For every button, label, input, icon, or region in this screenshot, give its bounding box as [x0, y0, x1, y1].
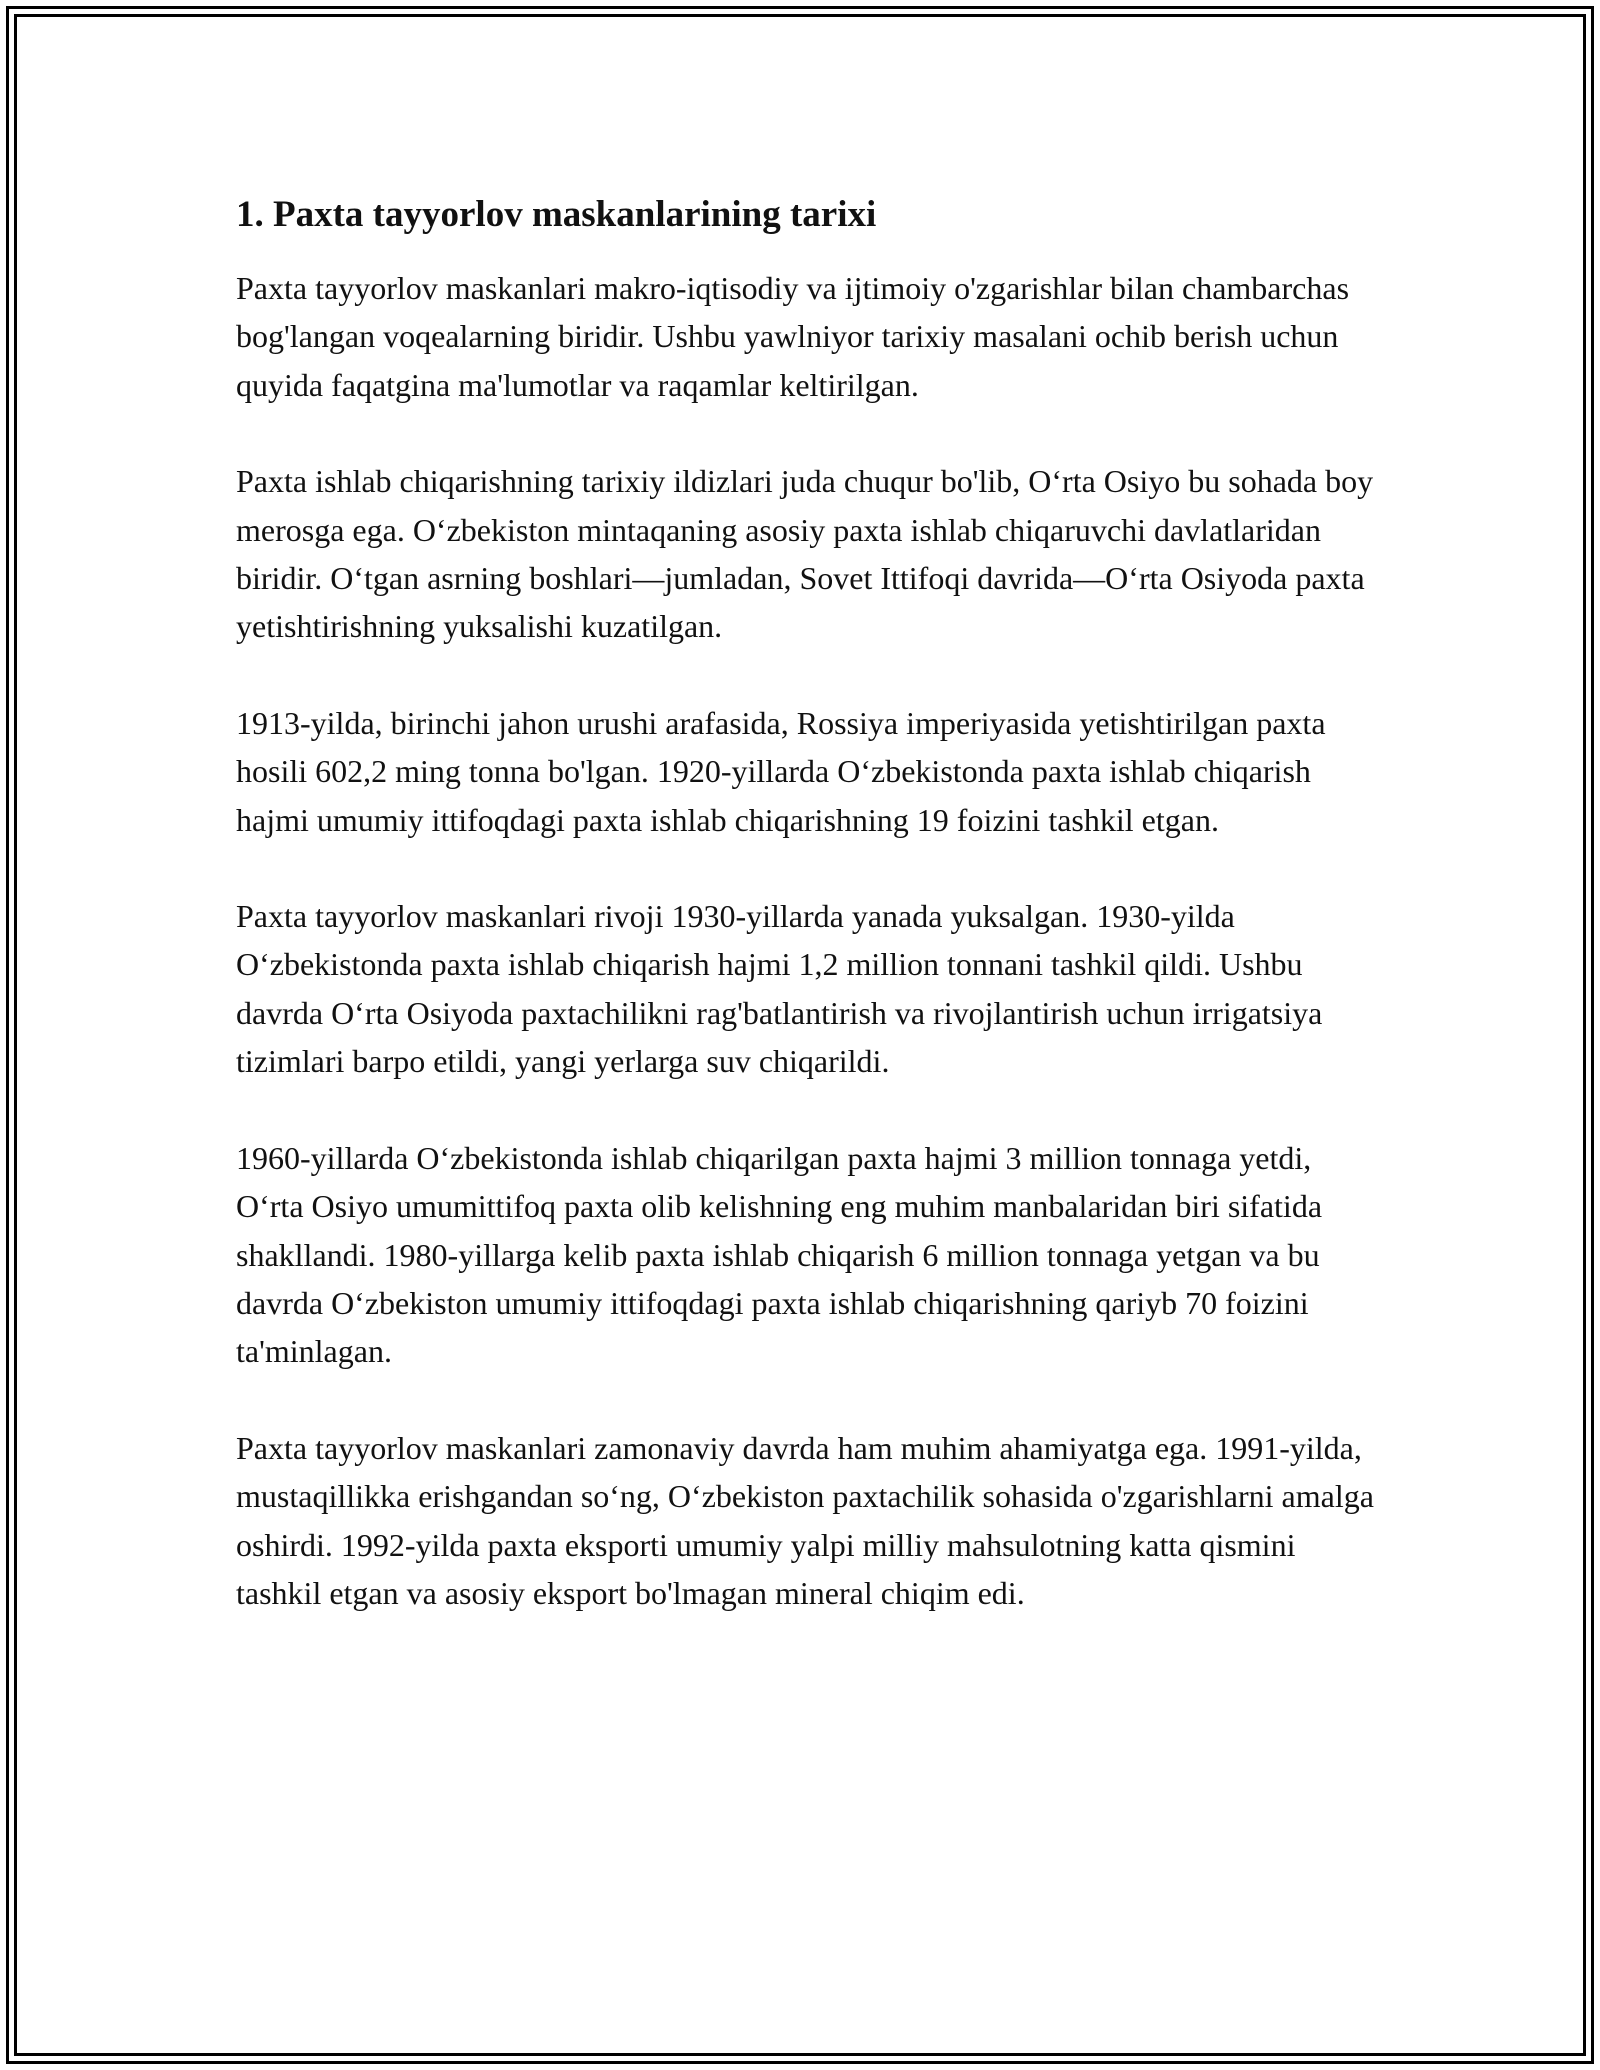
paragraph-1930s: Paxta tayyorlov maskanlari rivoji 1930-yillarda yanada yuksalgan. 1930-yilda O‘zbekistonda paxta ishlab chiqarish hajmi 1,2 million tonnani tashkil qildi. Ushbu davrda O‘rta Osiyoda paxtachilikni rag'batlantirish va rivojlantirish uchun irrigatsiya tizimlari barpo etildi, yangi yerlarga suv chiqarildi.	[236, 898, 1323, 1080]
paragraph-1960s-1980s: 1960-yillarda O‘zbekistonda ishlab chiqarilgan paxta hajmi 3 million tonnaga yetdi, O‘rta Osiyo umumittifoq paxta olib kelishning eng muhim manbalaridan biri sifatida shakllandi. 1980-yillarga kelib paxta ishlab chiqarish 6 million tonnaga yetgan va bu davrda O‘zbekiston umumiy ittifoqdagi paxta ishlab chiqarishning qariyb 70 foizini ta'minlagan.	[236, 1139, 1323, 1370]
paragraph-intro: Paxta tayyorlov maskanlari makro-iqtisodiy va ijtimoiy o'zgarishlar bilan chambarchas bog'langan voqealarning biridir. Ushbu yawlniyor tarixiy masalani ochib berish uchun quyida faqatgina ma'lumotlar va raqamlar keltirilgan.	[236, 270, 1350, 403]
paragraph-modern-era: Paxta tayyorlov maskanlari zamonaviy davrda ham muhim ahamiyatga ega. 1991-yilda, mustaqillikka erishgandan so‘ng, O‘zbekiston paxtachilik sohasida o'zgarishlarni amalga oshirdi. 1992-yilda paxta eksporti umumiy yalpi milliy mahsulotning katta qismini tashkil etgan va asosiy eksport bo'lmagan mineral chiqim edi.	[236, 1429, 1374, 1611]
section-title: 1. Paxta tayyorlov maskanlarining tarixi	[236, 194, 877, 235]
document-body	[236, 186, 1386, 1617]
paragraph-1913-1920s: 1913-yilda, birinchi jahon urushi arafasida, Rossiya imperiyasida yetishtirilgan paxta hosili 602,2 ming tonna bo'lgan. 1920-yillarda O‘zbekistonda paxta ishlab chiqarish hajmi umumiy ittifoqdagi paxta ishlab chiqarishning 19 foizini tashkil etgan.	[236, 704, 1326, 838]
paragraph-historical-roots: Paxta ishlab chiqarishning tarixiy ildizlari juda chuqur bo'lib, O‘rta Osiyo bu sohada boy merosga ega. O‘zbekiston mintaqaning asosiy paxta ishlab chiqaruvchi davlatlaridan biridir. O‘tgan asrning boshlari—jumladan, Sovet Ittifoqi davrida—O‘rta Osiyoda paxta yetishtirishning yuksalishi kuzatilgan.	[236, 463, 1374, 645]
